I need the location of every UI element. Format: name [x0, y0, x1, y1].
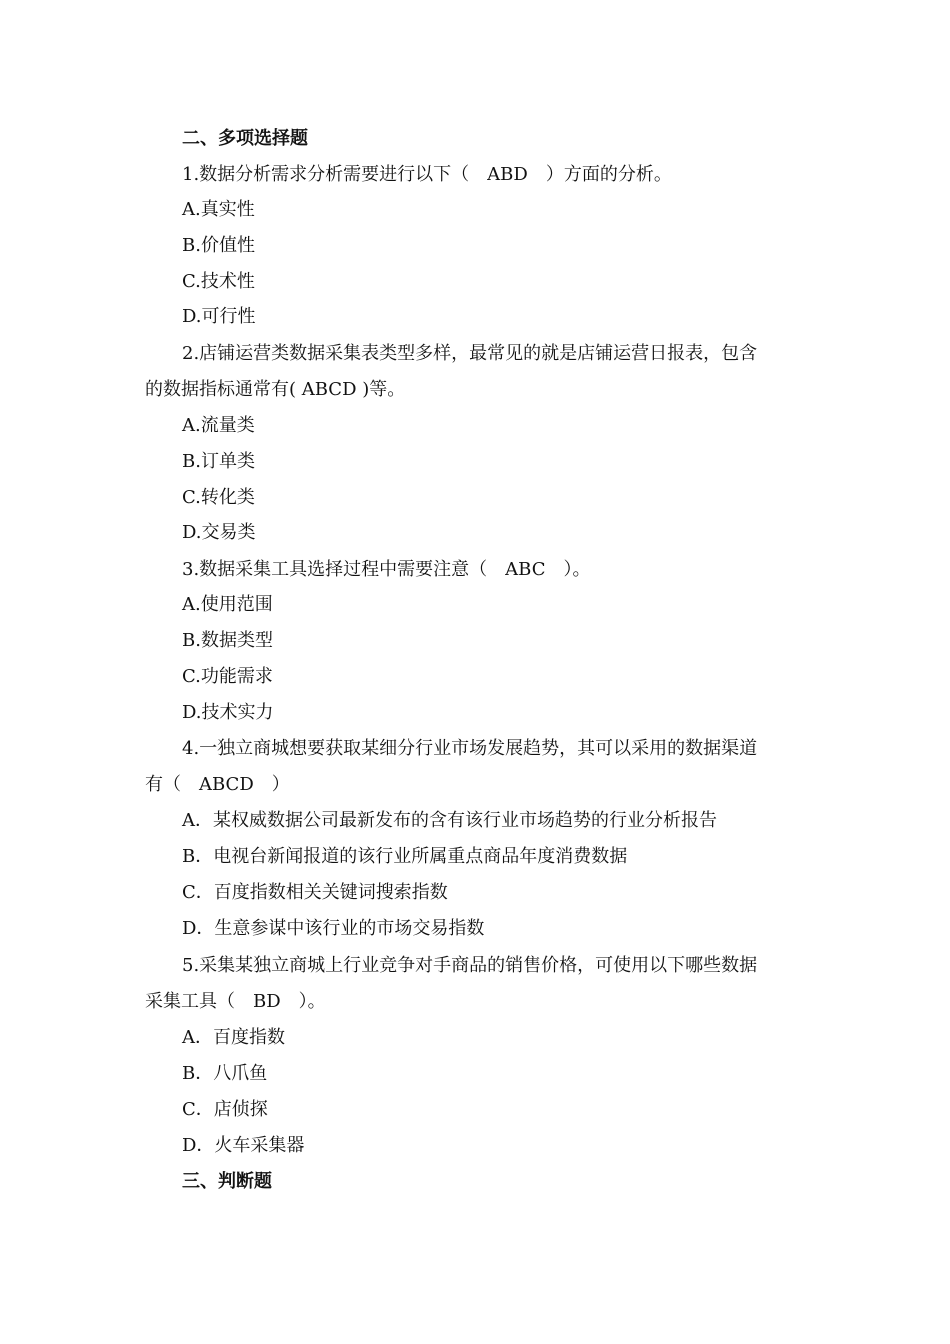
question-2-stem-line-2: 的数据指标通常有( ABCD )等。 — [145, 379, 406, 400]
question-5-option-d: D．火车采集器 — [182, 1135, 305, 1156]
question-2-option-c: C.转化类 — [182, 487, 255, 508]
question-4-option-d: D．生意参谋中该行业的市场交易指数 — [182, 918, 485, 939]
question-3-option-c: C.功能需求 — [182, 666, 273, 687]
question-3-option-b: B.数据类型 — [182, 630, 273, 651]
question-4-option-b: B．电视台新闻报道的该行业所属重点商品年度消费数据 — [182, 846, 628, 867]
question-5-stem-line-1: 5.采集某独立商城上行业竞争对手商品的销售价格，可使用以下哪些数据 — [182, 955, 758, 976]
question-3-stem: 3.数据采集工具选择过程中需要注意（ ABC ）。 — [182, 559, 591, 580]
question-1-option-c: C.技术性 — [182, 271, 255, 292]
question-1-option-b: B.价值性 — [182, 235, 255, 256]
question-2-option-b: B.订单类 — [182, 451, 255, 472]
question-3-option-a: A.使用范围 — [182, 594, 273, 615]
section-title-multiple-choice: 二、多项选择题 — [182, 128, 308, 149]
question-1-stem: 1.数据分析需求分析需要进行以下（ ABD ）方面的分析。 — [182, 164, 672, 185]
section-title-true-false: 三、判断题 — [182, 1171, 272, 1192]
question-4-option-a: A．某权威数据公司最新发布的含有该行业市场趋势的行业分析报告 — [182, 810, 717, 831]
question-1-option-d: D.可行性 — [182, 306, 256, 327]
question-5-option-c: C．店侦探 — [182, 1099, 268, 1120]
question-2-stem-line-1: 2.店铺运营类数据采集表类型多样，最常见的就是店铺运营日报表，包含 — [182, 343, 758, 364]
question-2-option-a: A.流量类 — [182, 415, 255, 436]
question-5-stem-line-2: 采集工具（ BD ）。 — [145, 991, 326, 1012]
question-1-option-a: A.真实性 — [182, 199, 255, 220]
question-2-option-d: D.交易类 — [182, 522, 256, 543]
question-5-option-a: A．百度指数 — [182, 1027, 285, 1048]
question-4-option-c: C．百度指数相关关键词搜索指数 — [182, 882, 448, 903]
question-3-option-d: D.技术实力 — [182, 702, 274, 723]
question-4-stem-line-1: 4.一独立商城想要获取某细分行业市场发展趋势，其可以采用的数据渠道 — [182, 738, 758, 759]
question-4-stem-line-2: 有（ ABCD ） — [145, 774, 290, 795]
question-5-option-b: B．八爪鱼 — [182, 1063, 268, 1084]
